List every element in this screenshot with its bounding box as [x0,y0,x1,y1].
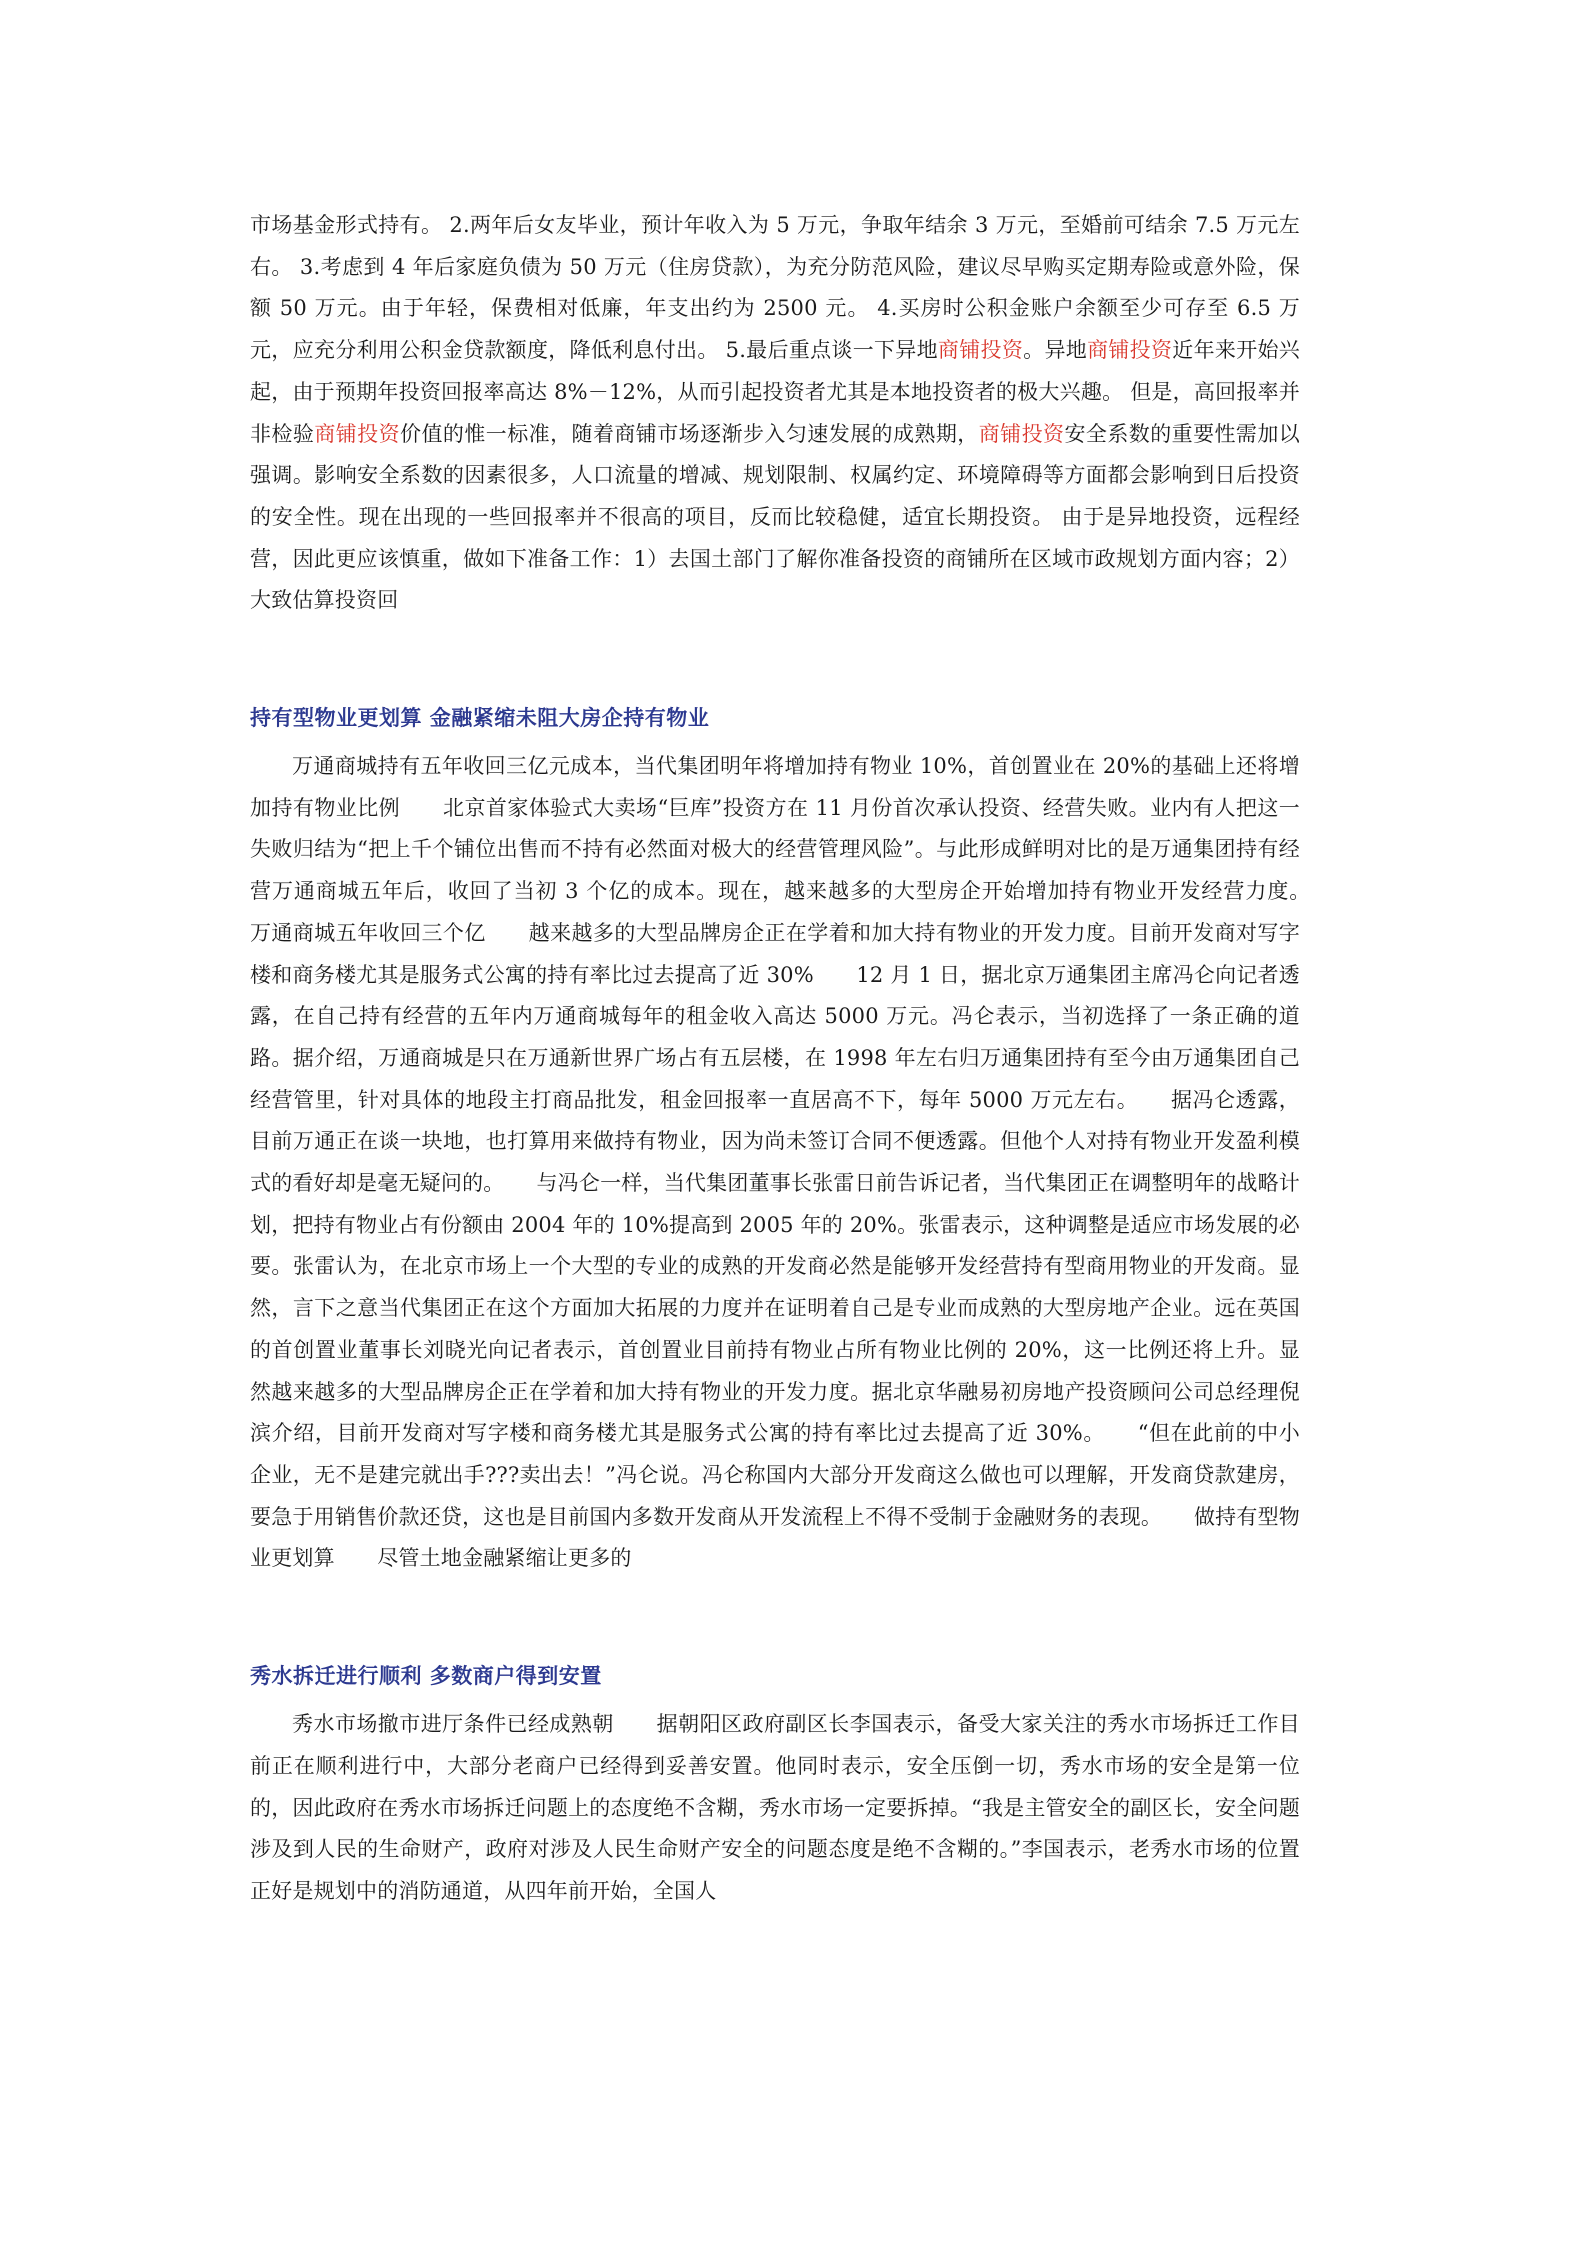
section2-body: 万通商城持有五年收回三亿元成本，当代集团明年将增加持有物业 10%，首创置业在 20%的基础上还将增加持有物业比例 北京首家体验式大卖场“巨库”投资方在 11 月份首次承认投资、经营失败。业内有人把这一失败归结为“把上千个铺位出售而不持有必然面对极大的经营管理风险”。与此形成鲜明对比的是万通集团持有经营万通商城五年后，收回了当初 3 个亿的成本。现在，越来越多的大型房企开始增加持有物业开发经营力度。 万通商城五年收回三个亿 越来越多的大型品牌房企正在学着和加大持有物业的开发力度。目前开发商对写字楼和商务楼尤其是服务式公寓的持有率比过去提高了近 30% 12 月 1 日，据北京万通集团主席冯仑向记者透露，在自己持有经营的五年内万通商城每年的租金收入高达 5000 万元。冯仑表示，当初选择了一条正确的道路。据介绍，万通商城是只在万通新世界广场占有五层楼，在 1998 年左右归万通集团持有至今由万通集团自己经营管里，针对具体的地段主打商品批发，租金回报率一直居高不下，每年 5000 万元左右。 据冯仑透露，目前万通正在谈一块地，也打算用来做持有物业，因为尚未签订合同不便透露。但他个人对持有物业开发盈利模式的看好却是毫无疑问的。 与冯仑一样，当代集团董事长张雷日前告诉记者，当代集团正在调整明年的战略计划，把持有物业占有份额由 2004 年的 10%提高到 2005 年的 20%。张雷表示，这种调整是适应市场发展的必要。张雷认为，在北京市场上一个大型的专业的成熟的开发商必然是能够开发经营持有型商用物业的开发商。显然，言下之意当代集团正在这个方面加大拓展的力度并在证明着自己是专业而成熟的大型房地产企业。远在英国的首创置业董事长刘晓光向记者表示，首创置业目前持有物业占所有物业比例的 20%，这一比例还将上升。显然越来越多的大型品牌房企正在学着和加大持有物业的开发力度。据北京华融易初房地产投资顾问公司总经理倪滨介绍，目前开发商对写字楼和商务楼尤其是服务式公寓的持有率比过去提高了近 30%。 “但在此前的中小企业，无不是建完就出手???卖出去！”冯仑说。冯仑称国内大部分开发商这么做也可以理解，开发商贷款建房，要急于用销售价款还贷，这也是目前国内多数开发商从开发流程上不得不受制于金融财务的表现。 做持有型物业更划算 尽管土地金融紧缩让更多的 [250,754,1343,1571]
highlight-link-shangpu-touzi[interactable]: 商铺投资 [937,338,1024,363]
document-page [250,205,1343,1913]
section1-paragraph [250,205,1300,622]
text-segment: 近年来开始兴起，由于预期年投资回报率高达 8%－12%，从而引起投资者尤其是本地投资者的极大兴趣。 但是，高回报率并非检验 [250,338,1300,446]
text-segment: 市场基金形式持有。 2.两年后女友毕业，预计年收入为 5 万元，争取年结余 3 万元，至婚前可结余 7.5 万元左右。 3.考虑到 4 年后家庭负债为 50 万元（住房贷款），为充分防范风险，建议尽早购买定期寿险或意外险，保额 50 万元。由于年轻，保费相对低廉，年支出约为 2500 元。 4.买房时公积金账户余额至少可存至 6.5 万元，应充分利用公积金贷款额度，降低利息付出。 5.最后重点谈一下异地 [250,213,1300,363]
text-segment: 安全系数的重要性需加以强调。影响安全系数的因素很多，人口流量的增减、规划限制、权属约定、环境障碍等方面都会影响到日后投资的安全性。现在出现的一些回报率并不很高的项目，反而比较稳健，适宜长期投资。 由于是异地投资，远程经营，因此更应该慎重，做如下准备工作：1）去国土部门了解你准备投资的商铺所在区域市政规划方面内容；2）大致估算投资回 [250,421,1300,613]
section3-body: 秀水市场撤市进厅条件已经成熟朝 据朝阳区政府副区长李国表示，备受大家关注的秀水市场拆迁工作目前正在顺利进行中，大部分老商户已经得到妥善安置。他同时表示，安全压倒一切，秀水市场的安全是第一位的，因此政府在秀水市场拆迁问题上的态度绝不含糊，秀水市场一定要拆掉。“我是主管安全的副区长，安全问题涉及到人民的生命财产，政府对涉及人民生命财产安全的问题态度是绝不含糊的。”李国表示，老秀水市场的位置正好是规划中的消防通道，从四年前开始，全国人 [250,1712,1300,1903]
highlight-link-shangpu-touzi[interactable]: 商铺投资 [978,421,1065,446]
text-segment: 。异地 [1023,338,1088,363]
section2-title: 持有型物业更划算 金融紧缩未阻大房企持有物业 [250,705,710,731]
highlight-link-shangpu-touzi[interactable]: 商铺投资 [314,421,401,446]
highlight-link-shangpu-touzi[interactable]: 商铺投资 [1087,338,1173,363]
section3-title: 秀水拆迁进行顺利 多数商户得到安置 [250,1663,602,1689]
text-segment: 价值的惟一标准，随着商铺市场逐渐步入匀速发展的成熟期， [400,421,979,446]
